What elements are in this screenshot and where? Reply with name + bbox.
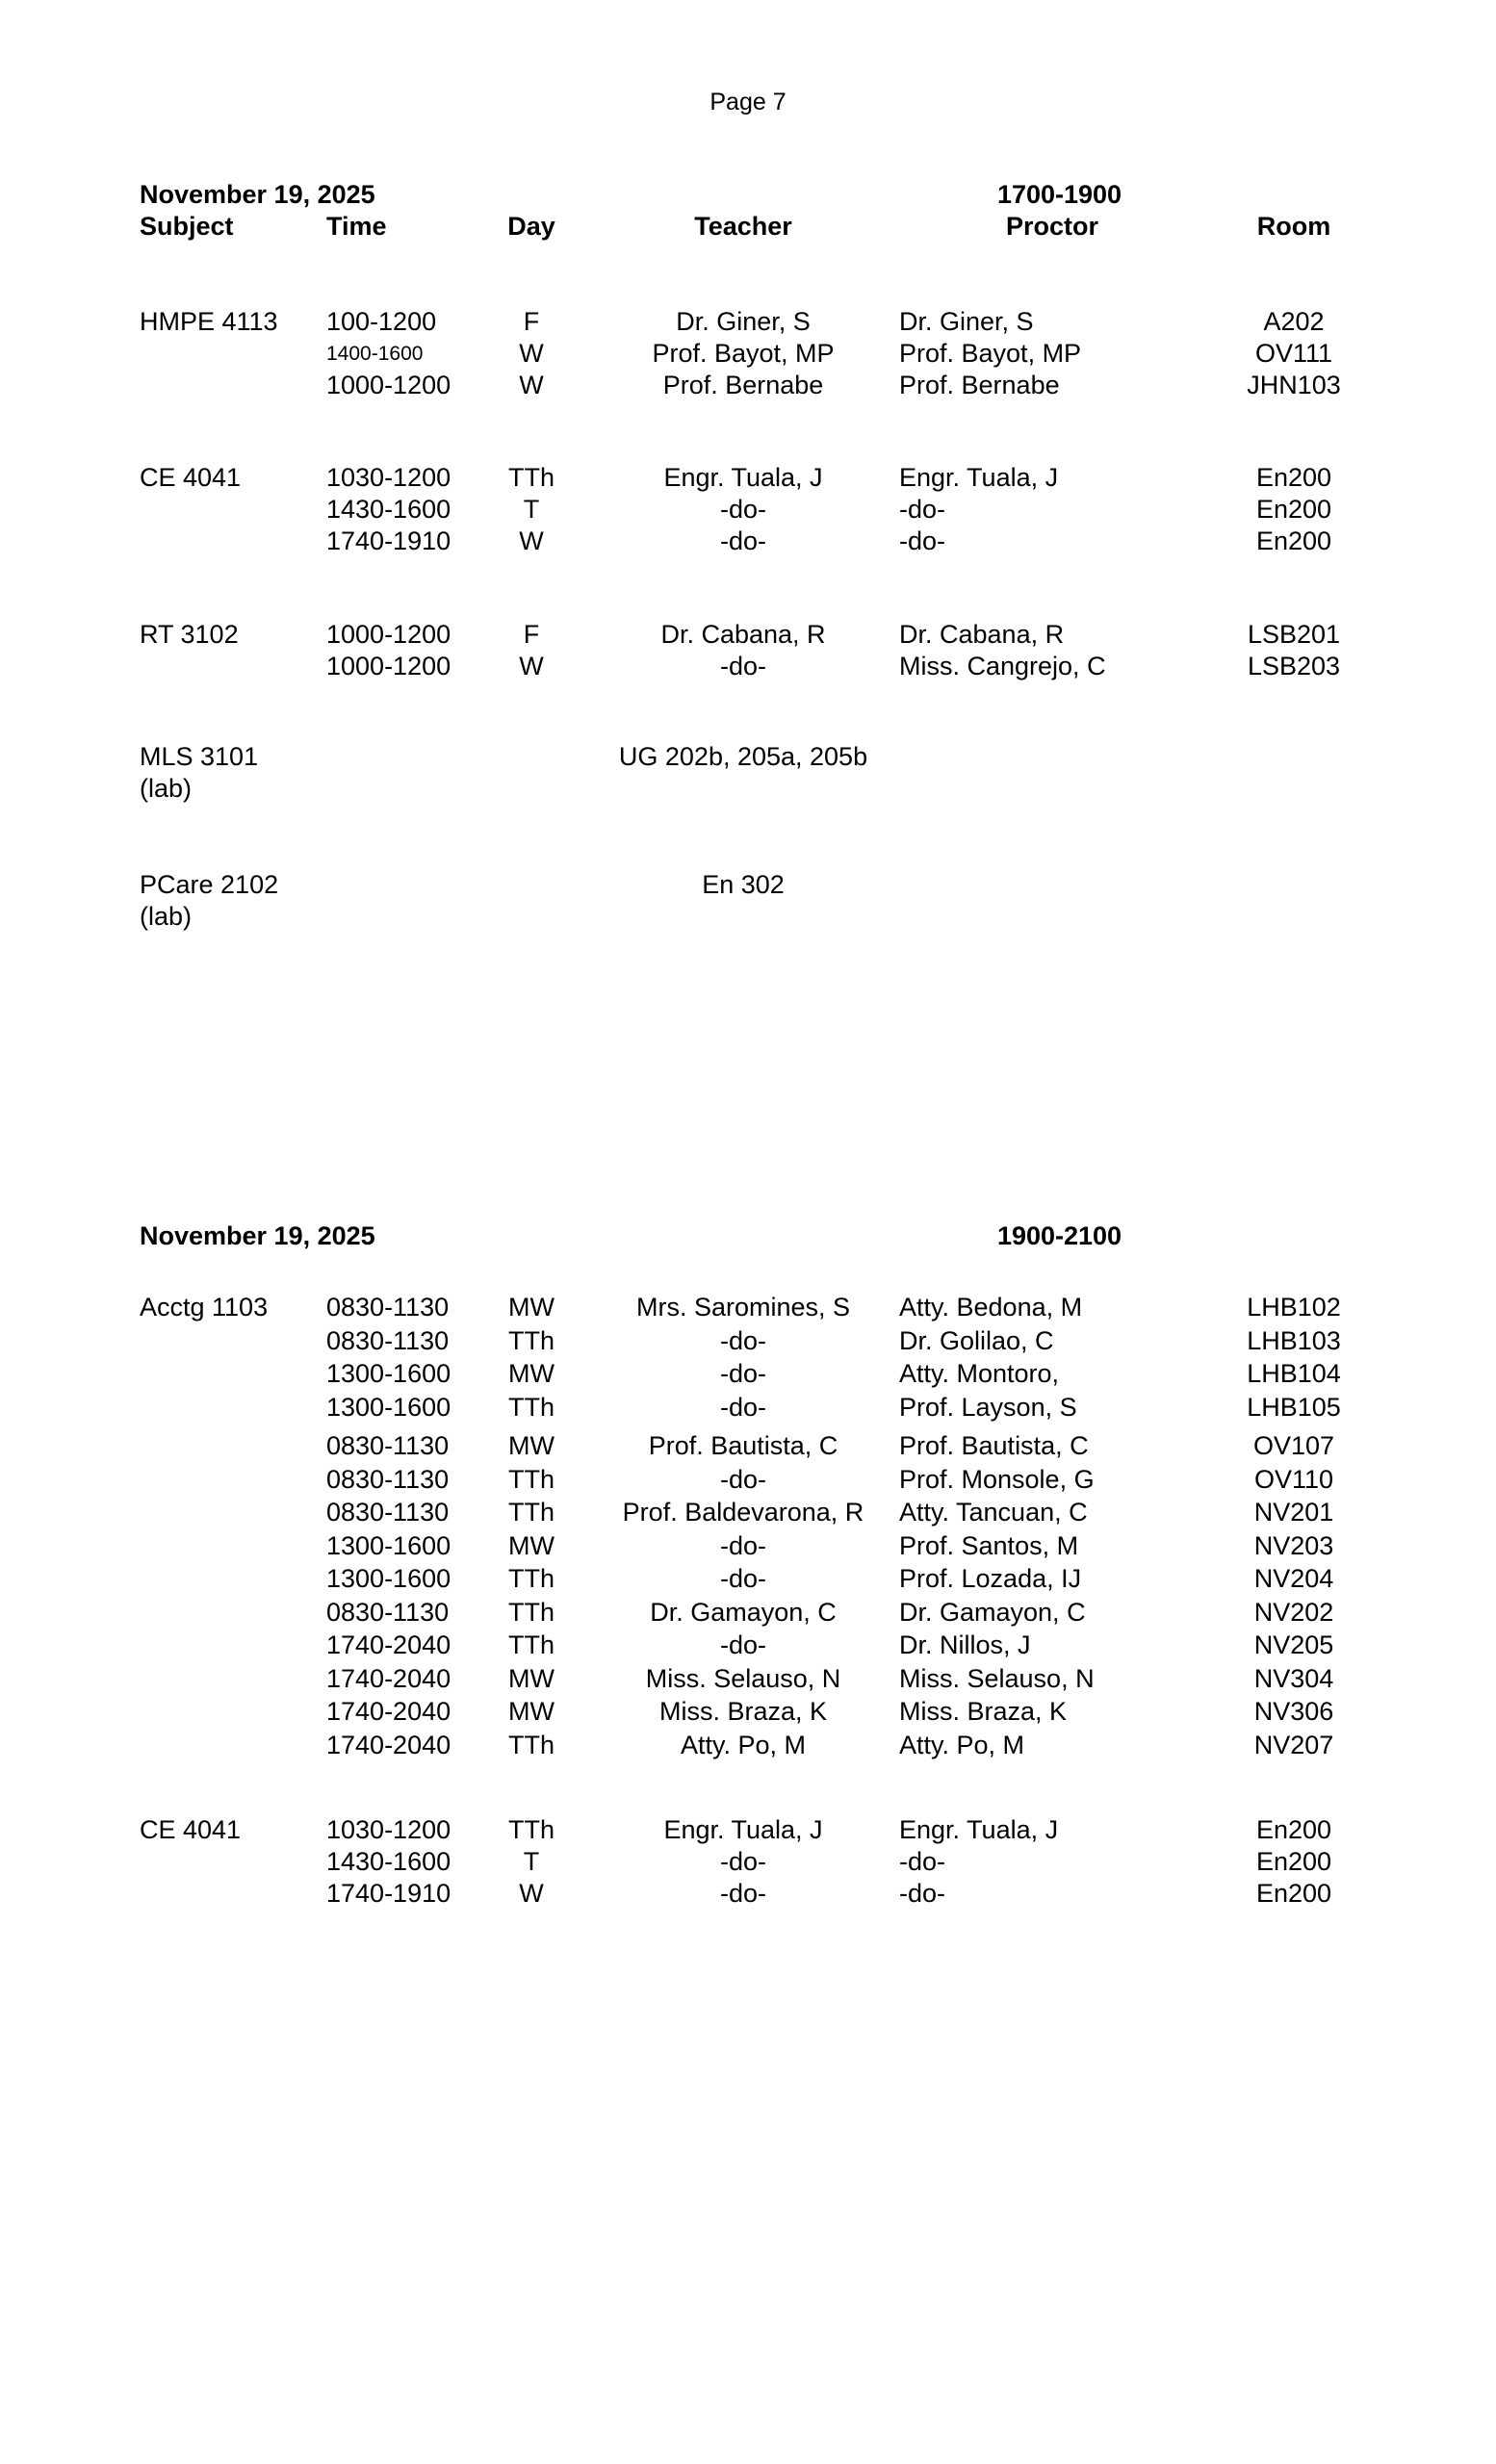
time-cell: 1000-1200 (326, 620, 451, 649)
proctor-cell: Dr. Golilao, C (899, 1325, 1054, 1355)
column-header-day: Day (507, 212, 555, 241)
time-cell: 1300-1600 (326, 1564, 451, 1593)
schedule-row (140, 1391, 1402, 1424)
subject-cell: MLS 3101 (140, 742, 259, 771)
proctor-cell: Dr. Cabana, R (899, 620, 1065, 649)
subject-cell (140, 338, 326, 370)
subject-cell (140, 1562, 326, 1596)
day-cell (471, 741, 592, 773)
teacher-cell: Engr. Tuala, J (663, 463, 823, 492)
day-cell: TTh (507, 1730, 555, 1759)
time-cell: 1740-1910 (326, 526, 451, 555)
subject-cell (140, 1324, 326, 1358)
schedule-row (140, 1814, 1402, 1846)
proctor-cell: Dr. Gamayon, C (899, 1597, 1086, 1627)
section-date: November 19, 2025 (140, 1221, 375, 1250)
time-cell: 1000-1200 (326, 652, 451, 680)
day-cell (471, 869, 592, 901)
room-cell: LHB102 (1247, 1293, 1341, 1322)
spacer-cell (1186, 179, 1402, 211)
day-cell: F (523, 307, 540, 336)
room-cell: En200 (1255, 526, 1332, 555)
section-date: November 19, 2025 (140, 180, 375, 209)
subject-cell (140, 1429, 326, 1463)
room-cell: NV306 (1253, 1697, 1334, 1726)
subject-block (140, 306, 1402, 401)
day-cell: W (519, 339, 544, 368)
day-cell: TTh (507, 1630, 555, 1659)
day-cell: TTh (507, 1564, 555, 1593)
schedule-row (140, 1846, 1402, 1878)
teacher-cell: Dr. Gamayon, C (650, 1597, 837, 1627)
proctor-cell: -do- (899, 495, 946, 524)
subject-block (140, 869, 1402, 933)
time-cell: 1740-2040 (326, 1697, 451, 1726)
teacher-cell: -do- (719, 1530, 766, 1560)
room-cell: En200 (1255, 463, 1332, 492)
proctor-cell: Prof. Layson, S (899, 1392, 1077, 1422)
time-cell (326, 741, 471, 773)
day-cell: T (523, 495, 540, 524)
column-header-teacher: Teacher (694, 212, 792, 241)
subject-cell (140, 1695, 326, 1729)
time-cell: 1740-2040 (326, 1630, 451, 1659)
teacher-cell: Dr. Cabana, R (660, 620, 826, 649)
teacher-cell: -do- (719, 1879, 766, 1908)
teacher-cell: Mrs. Saromines, S (635, 1293, 851, 1322)
subject-cell (140, 526, 326, 557)
schedule-row (140, 1729, 1402, 1762)
room-cell: En200 (1255, 1879, 1332, 1908)
room-cell: NV205 (1253, 1630, 1334, 1659)
schedule-row (140, 1662, 1402, 1696)
day-cell: TTh (507, 1597, 555, 1627)
column-header-room: Room (1256, 212, 1331, 241)
time-cell: 0830-1130 (326, 1498, 450, 1527)
proctor-cell: -do- (899, 526, 946, 555)
section-time-slot: 1700-1900 (996, 180, 1122, 209)
room-cell: En200 (1255, 1815, 1332, 1844)
subject-block (140, 619, 1402, 682)
schedule-row (140, 1357, 1402, 1391)
room-cell: LSB201 (1247, 620, 1341, 649)
subject-block (140, 741, 1402, 805)
day-cell: MW (508, 1431, 555, 1460)
day-cell: MW (508, 1530, 555, 1560)
subject-cell: HMPE 4113 (140, 307, 278, 336)
proctor-cell: Miss. Braza, K (899, 1697, 1068, 1726)
subject-cell (140, 370, 326, 401)
teacher-cell: Engr. Tuala, J (663, 1815, 823, 1844)
schedule-section (140, 1220, 1402, 1910)
subject-cell (140, 1878, 326, 1910)
room-cell: NV207 (1253, 1730, 1334, 1759)
day-cell: T (523, 1847, 540, 1876)
time-cell: 100-1200 (326, 307, 437, 336)
subject-block (140, 1814, 1402, 1910)
room-cell: NV202 (1253, 1597, 1334, 1627)
day-cell: TTh (507, 1498, 555, 1527)
proctor-cell: Prof. Lozada, IJ (899, 1564, 1082, 1593)
subject-cell: RT 3102 (140, 620, 239, 649)
subject-cell (140, 1629, 326, 1662)
time-cell: 1030-1200 (326, 463, 451, 492)
subject-block (140, 462, 1402, 557)
schedule-row (140, 619, 1402, 651)
room-cell: NV304 (1253, 1663, 1334, 1693)
subject-cell: CE 4041 (140, 463, 242, 492)
teacher-cell: Prof. Bernabe (662, 371, 824, 399)
teacher-cell: Prof. Baldevarona, R (622, 1498, 864, 1527)
room-cell: JHN103 (1247, 371, 1341, 399)
teacher-cell: Prof. Bautista, C (648, 1431, 838, 1460)
teacher-cell: Dr. Giner, S (676, 307, 811, 336)
time-cell: 1030-1200 (326, 1815, 451, 1844)
subject-block (140, 1291, 1402, 1761)
room-cell: NV201 (1253, 1498, 1334, 1527)
proctor-cell: Atty. Po, M (899, 1730, 1025, 1759)
subject-cell: PCare 2102 (140, 870, 279, 899)
schedule-row (140, 901, 1402, 933)
schedule-row (140, 869, 1402, 901)
day-cell: MW (508, 1663, 555, 1693)
schedule-row (140, 1695, 1402, 1729)
room-cell: OV110 (1253, 1464, 1334, 1494)
room-cell: NV204 (1253, 1564, 1334, 1593)
day-cell: W (519, 652, 544, 680)
teacher-cell: Atty. Po, M (680, 1730, 807, 1759)
day-cell: TTh (507, 1325, 555, 1355)
time-cell: 1740-2040 (326, 1663, 451, 1693)
room-cell: LHB103 (1247, 1325, 1341, 1355)
proctor-cell: -do- (899, 1879, 946, 1908)
teacher-cell: -do- (719, 1325, 766, 1355)
proctor-cell: Atty. Montoro, (899, 1359, 1060, 1388)
subject-cell (140, 1496, 326, 1529)
day-cell: F (523, 620, 540, 649)
time-cell: 1430-1600 (326, 1847, 451, 1876)
teacher-cell: -do- (719, 1564, 766, 1593)
teacher-cell: -do- (719, 1392, 766, 1422)
proctor-cell: Dr. Nillos, J (899, 1630, 1031, 1659)
time-cell (326, 869, 471, 901)
teacher-cell: -do- (719, 1847, 766, 1876)
proctor-cell: Prof. Bayot, MP (899, 339, 1082, 368)
room-cell: En200 (1255, 1847, 1332, 1876)
column-header-proctor: Proctor (1005, 212, 1099, 241)
schedule-row (140, 1291, 1402, 1324)
room-cell: A202 (1263, 307, 1325, 336)
section-header-row (140, 179, 1402, 211)
schedule-row (140, 651, 1402, 682)
subject-cell (140, 1846, 326, 1878)
proctor-cell: Engr. Tuala, J (899, 463, 1059, 492)
schedule-row (140, 1429, 1402, 1463)
time-cell: 0830-1130 (326, 1464, 450, 1494)
proctor-cell: Prof. Monsole, G (899, 1464, 1095, 1494)
time-cell: 1000-1200 (326, 371, 451, 399)
subject-note-cell: (lab) (140, 774, 193, 803)
day-cell: TTh (507, 1815, 555, 1844)
day-cell: TTh (507, 463, 555, 492)
time-cell: 1300-1600 (326, 1359, 451, 1388)
subject-cell (140, 1529, 326, 1563)
teacher-cell: -do- (719, 1630, 766, 1659)
schedule-row (140, 773, 1402, 805)
day-cell: MW (508, 1293, 555, 1322)
teacher-cell: -do- (719, 1464, 766, 1494)
room-cell: LSB203 (1247, 652, 1341, 680)
room-cell: OV107 (1252, 1431, 1335, 1460)
proctor-cell: Prof. Bautista, C (899, 1431, 1089, 1460)
subject-cell (140, 1357, 326, 1391)
subject-cell (140, 1391, 326, 1424)
schedule-row (140, 462, 1402, 494)
subject-cell (140, 1662, 326, 1696)
page-number: Page 7 (709, 89, 787, 116)
time-cell: 1740-1910 (326, 1879, 451, 1908)
subject-cell: CE 4041 (140, 1815, 242, 1844)
schedule-section (140, 179, 1402, 933)
subject-cell (140, 651, 326, 682)
proctor-cell: Prof. Santos, M (899, 1530, 1079, 1560)
proctor-cell: Atty. Tancuan, C (899, 1498, 1088, 1527)
schedule-row (140, 1562, 1402, 1596)
subject-cell: Acctg 1103 (140, 1293, 269, 1322)
schedule-row (140, 306, 1402, 338)
proctor-cell: -do- (899, 1847, 946, 1876)
schedule-row (140, 370, 1402, 401)
teacher-cell: Miss. Selauso, N (645, 1663, 841, 1693)
day-cell: MW (508, 1697, 555, 1726)
time-cell: 1430-1600 (326, 495, 451, 524)
proctor-cell: Dr. Giner, S (899, 307, 1034, 336)
column-header-subject: Subject (140, 212, 234, 241)
proctor-cell: Miss. Selauso, N (899, 1663, 1095, 1693)
time-cell: 1300-1600 (326, 1530, 451, 1560)
schedule-row (140, 1463, 1402, 1497)
schedule-row (140, 1324, 1402, 1358)
teacher-cell: -do- (719, 652, 766, 680)
subject-cell (140, 1463, 326, 1497)
proctor-cell: Engr. Tuala, J (899, 1815, 1059, 1844)
teacher-cell: -do- (719, 1359, 766, 1388)
proctor-cell: Atty. Bedona, M (899, 1293, 1083, 1322)
teacher-cell: Miss. Braza, K (658, 1697, 828, 1726)
day-cell: W (519, 526, 544, 555)
subject-note-cell: (lab) (140, 902, 193, 931)
day-cell: W (519, 371, 544, 399)
day-cell: TTh (507, 1464, 555, 1494)
room-cell: OV111 (1254, 339, 1333, 368)
room-cell: LHB104 (1247, 1359, 1341, 1388)
subject-cell (140, 1729, 326, 1762)
schedule-row (140, 338, 1402, 370)
proctor-cell: Prof. Bernabe (899, 371, 1060, 399)
schedule-row (140, 741, 1402, 773)
teacher-cell: -do- (719, 495, 766, 524)
time-cell: 0830-1130 (326, 1431, 450, 1460)
time-cell: 0830-1130 (326, 1597, 450, 1627)
schedule-row (140, 1629, 1402, 1662)
spacer-cell (1186, 1220, 1402, 1252)
room-cell: NV203 (1253, 1530, 1334, 1560)
day-cell: MW (508, 1359, 555, 1388)
section-header-row (140, 1220, 1402, 1252)
time-cell: 0830-1130 (326, 1325, 450, 1355)
schedule-row (140, 526, 1402, 557)
day-cell: W (519, 1879, 544, 1908)
schedule-row (140, 1529, 1402, 1563)
room-cell: LHB105 (1247, 1392, 1341, 1422)
subject-cell (140, 1596, 326, 1630)
teacher-cell: Prof. Bayot, MP (652, 339, 835, 368)
column-header-time: Time (326, 212, 387, 241)
room-cell: En200 (1255, 495, 1332, 524)
subject-cell (140, 494, 326, 526)
day-cell: TTh (507, 1392, 555, 1422)
time-cell: 1400-1600 (326, 343, 424, 365)
column-header-row (140, 211, 1402, 243)
schedule-row (140, 1878, 1402, 1910)
proctor-cell: Miss. Cangrejo, C (899, 652, 1106, 680)
teacher-cell: -do- (719, 526, 766, 555)
lab-rooms-cell: UG 202b, 205a, 205b (618, 742, 868, 771)
lab-rooms-cell: En 302 (702, 870, 785, 899)
time-cell: 1300-1600 (326, 1392, 451, 1422)
time-cell: 1740-2040 (326, 1730, 451, 1759)
schedule-row (140, 494, 1402, 526)
time-cell: 0830-1130 (326, 1293, 450, 1322)
section-time-slot: 1900-2100 (996, 1221, 1122, 1250)
schedule-row (140, 1596, 1402, 1630)
schedule-row (140, 1496, 1402, 1529)
